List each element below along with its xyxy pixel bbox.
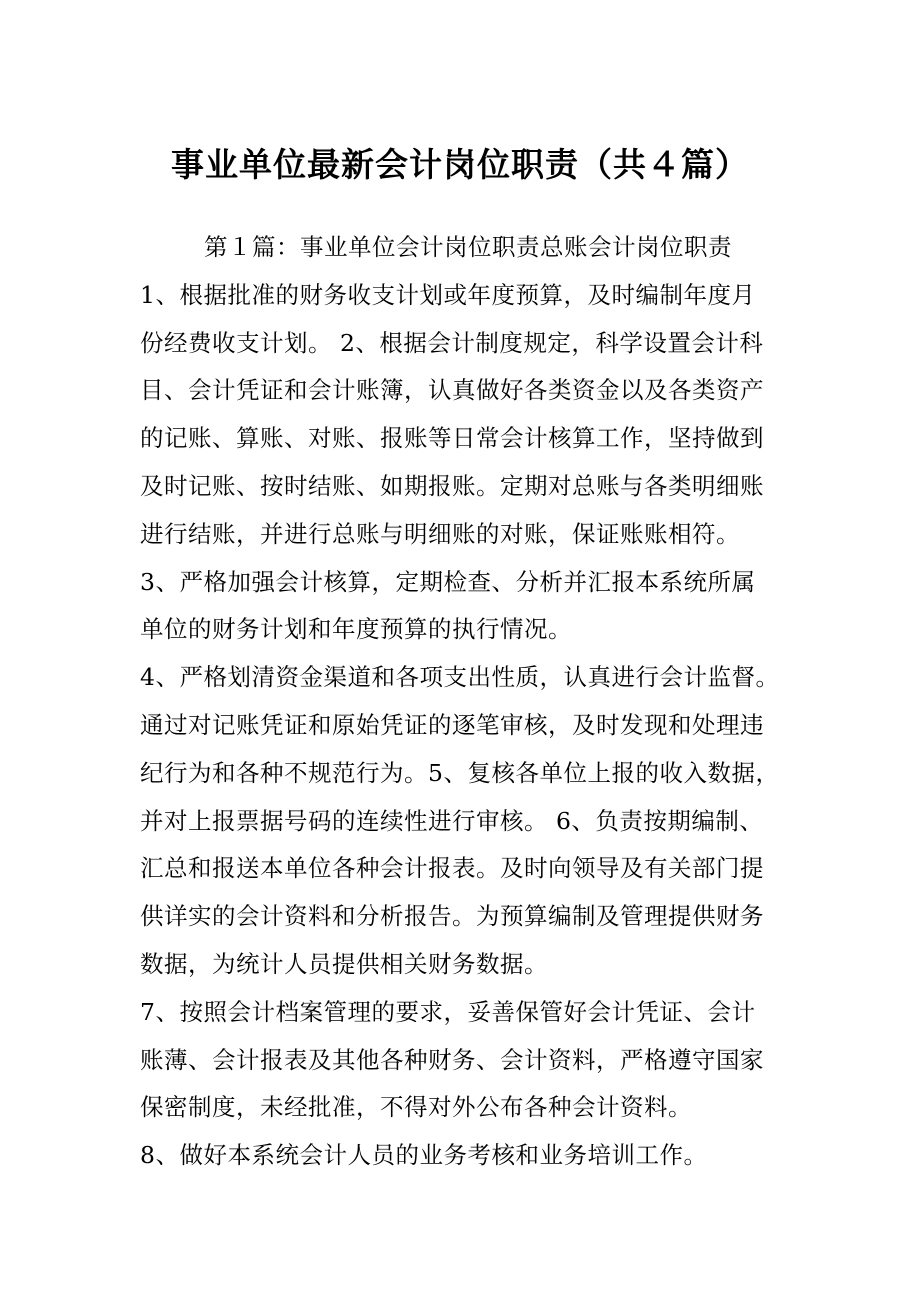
body-line: 7、按照会计档案管理的要求，妥善保管好会计凭证、会计 <box>140 997 756 1026</box>
body-line: 3、严格加强会计核算，定期检查、分析并汇报本系统所属 <box>140 567 756 596</box>
body-line: 目、会计凭证和会计账簿，认真做好各类资金以及各类资产 <box>140 376 764 405</box>
body-line: 通过对记账凭证和原始凭证的逐笔审核，及时发现和处理违 <box>140 710 764 739</box>
body-line: 汇总和报送本单位各种会计报表。及时向领导及有关部门提 <box>140 854 764 883</box>
body-line: 的记账、算账、对账、报账等日常会计核算工作，坚持做到 <box>140 424 764 453</box>
body-line: 及时记账、按时结账、如期报账。定期对总账与各类明细账 <box>140 471 764 500</box>
body-line: 1、根据批准的财务收支计划或年度预算，及时编制年度月 <box>140 280 756 309</box>
body-line: 保密制度，未经批准，不得对外公布各种会计资料。 <box>140 1093 692 1122</box>
body-line: 供详实的会计资料和分析报告。为预算编制及管理提供财务 <box>140 902 764 931</box>
section-heading: 第１篇：事业单位会计岗位职责总账会计岗位职责 <box>204 233 732 261</box>
body-line: 4、严格划清资金渠道和各项支出性质，认真进行会计监督。 <box>140 663 780 692</box>
document-title: 事业单位最新会计岗位职责（共４篇） <box>171 145 749 184</box>
body-line: 账薄、会计报表及其他各种财务、会计资料，严格遵守国家 <box>140 1045 764 1074</box>
body-line: 8、做好本系统会计人员的业务考核和业务培训工作。 <box>140 1141 708 1170</box>
body-line: 纪行为和各种不规范行为。5、复核各单位上报的收入数据， <box>140 758 780 787</box>
body-line: 进行结账，并进行总账与明细账的对账，保证账账相符。 <box>140 519 740 548</box>
body-line: 份经费收支计划。 2、根据会计制度规定，科学设置会计科 <box>140 328 764 357</box>
body-line: 单位的财务计划和年度预算的执行情况。 <box>140 615 572 644</box>
body-line: 并对上报票据号码的连续性进行审核。 6、负责按期编制、 <box>140 806 764 835</box>
document-body <box>140 224 800 1180</box>
body-line: 数据，为统计人员提供相关财务数据。 <box>140 949 548 978</box>
